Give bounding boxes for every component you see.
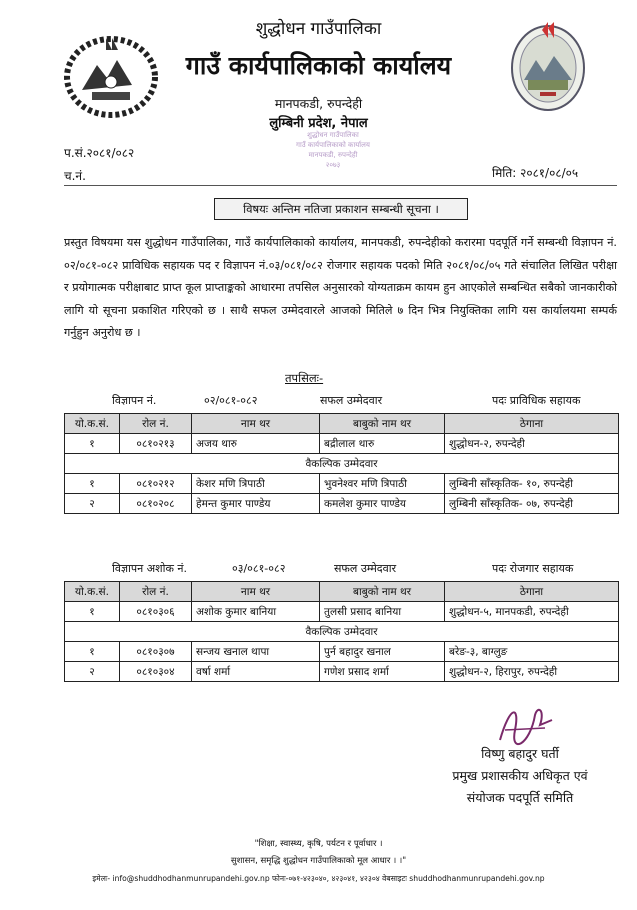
details-heading: तपसिलः-: [285, 371, 324, 385]
footer-slogan-2: सुशासन, समृद्धि शुद्धोधन गाउँपालिकाको मूल आधार । ।": [230, 856, 407, 866]
col-serial: यो.क.सं.: [65, 414, 120, 434]
col-address: ठेगाना: [445, 582, 619, 602]
municipality-name: शुद्धोधन गाउँपालिका: [255, 19, 382, 39]
table-row: १ ०८१०३०६ अशोक कुमार बानिया तुलसी प्रसाद बानिया शुद्धोधन-५, मानपकडी, रुपन्देही: [65, 602, 619, 622]
province-name: लुम्बिनी प्रदेश, नेपाल: [269, 116, 368, 131]
col-father: बाबुको नाम थर: [320, 582, 445, 602]
office-name: गाउँ कार्यपालिकाको कार्यालय: [185, 51, 452, 80]
header-divider: [64, 185, 617, 186]
advert1-label: विज्ञापन नं.: [112, 394, 157, 407]
advert1-successful-label: सफल उम्मेदवार: [320, 394, 383, 407]
col-name: नाम थर: [192, 414, 320, 434]
signatory-committee: संयोजक पदपूर्ति समिति: [466, 790, 574, 805]
alternate-heading-row: वैकल्पिक उम्मेदवार: [65, 454, 619, 474]
advert1-post: पदः प्राविधिक सहायक: [492, 394, 581, 407]
footer-slogan-1: "शिक्षा, स्वास्थ्य, कृषि, पर्यटन र पूर्वाधार ।: [254, 839, 383, 849]
notice-body: प्रस्तुत विषयमा यस शुद्धोधन गाउँपालिका, गाउँ कार्यपालिकाको कार्यालय, मानपकडी, रुपन्देहीको करारमा पदपूर्ति गर्ने सम्बन्धी विज्ञापन नं. ०२/०८१-०८२ प्राविधिक सहायक पद र विज्ञापन नं.०३/०८१/०८२ रोजगार सहायक पदको मिति २०८१/०८/०५ गते संचालित लिखित परीक्षा र प्रयोगात्मक परीक्षाबाट प्राप्त कूल प्राप्ताङ्कको आधारमा तपसिल अनुसारको योग्यताक्रम कायम हुन आएकोले सम्बन्धित सबैको जानकारीको लागि यो सूचना प्रकाशित गरिएको छ । साथै सफल उम्मेदवारले आजको मितिले ७ दिन भित्र नियुक्तिका लागि यस कार्यालयमा सम्पर्क गर्नुहुन अनुरोध छ ।: [64, 236, 617, 340]
col-roll: रोल नं.: [120, 414, 192, 434]
results-table-1: [64, 413, 619, 514]
col-name: नाम थर: [192, 582, 320, 602]
col-father: बाबुको नाम थर: [320, 414, 445, 434]
col-roll: रोल नं.: [120, 582, 192, 602]
table-row: १ ०८१०२१२ केशर मणि त्रिपाठी भुवनेश्वर मणि त्रिपाठी लुम्बिनी साँस्कृतिक- १०, रुपन्देही: [65, 474, 619, 494]
signatory-name: विष्णु बहादुर घर्ती: [481, 746, 559, 761]
office-address: मानपकडी, रुपन्देही: [274, 96, 363, 111]
table-header-row: [65, 414, 619, 434]
signatory-title: प्रमुख प्रशासकीय अधिकृत एवं: [452, 768, 588, 783]
col-serial: यो.क.सं.: [65, 582, 120, 602]
letter-date: मिति: २०८१/०८/०५: [492, 166, 579, 180]
advert2-label: विज्ञापन अशोक नं.: [112, 562, 187, 575]
subject-line: विषयः अन्तिम नतिजा प्रकाशन सम्बन्धी सूचना ।: [214, 198, 468, 220]
advert1-number: ०२/०८१-०८२: [204, 394, 258, 407]
advert2-post: पदः रोजगार सहायक: [492, 562, 574, 575]
dispatch-number: च.नं.: [64, 169, 86, 183]
table-row: २ ०८१०२०८ हेमन्त कुमार पाण्डेय कमलेश कुमार पाण्डेय लुम्बिनी साँस्कृतिक- ०७, रुपन्देही: [65, 494, 619, 514]
table-row: १ ०८१०३०७ सन्जय खनाल थापा पुर्न बहादुर खनाल बरेङ-३, बाग्लुङ: [65, 642, 619, 662]
advert2-successful-label: सफल उम्मेदवार: [334, 562, 397, 575]
table-row: १ ०८१०२१३ अजय थारु बद्रीलाल थारु शुद्धोधन-२, रुपन्देही: [65, 434, 619, 454]
table-row: २ ०८१०३०४ वर्षा शर्मा गणेश प्रसाद शर्मा शुद्धोधन-२, हिरापुर, रुपन्देही: [65, 662, 619, 682]
alternate-heading-row: वैकल्पिक उम्मेदवार: [65, 622, 619, 642]
col-address: ठेगाना: [445, 414, 619, 434]
table-header-row: [65, 582, 619, 602]
handwritten-signature: [490, 700, 560, 750]
letter-number: प.सं.२०८१/०८२: [64, 146, 135, 160]
office-stamp: शुद्धोधन गाउँपालिका गाउँ कार्यपालिकाको कार्यालय मानपकडी, रुपन्देही २०७३: [296, 131, 370, 169]
footer-contact: इमेलः- info@shuddhodhanmunrupandehi.gov.np फोनः-०७१-४२३०४०, ४२३०४१, ४२३०४ वेबसाइटः shuddhodhanmunrupandehi.gov.np: [92, 874, 545, 883]
results-table-2: [64, 581, 619, 682]
advert2-number: ०३/०८१-०८२: [232, 562, 286, 575]
